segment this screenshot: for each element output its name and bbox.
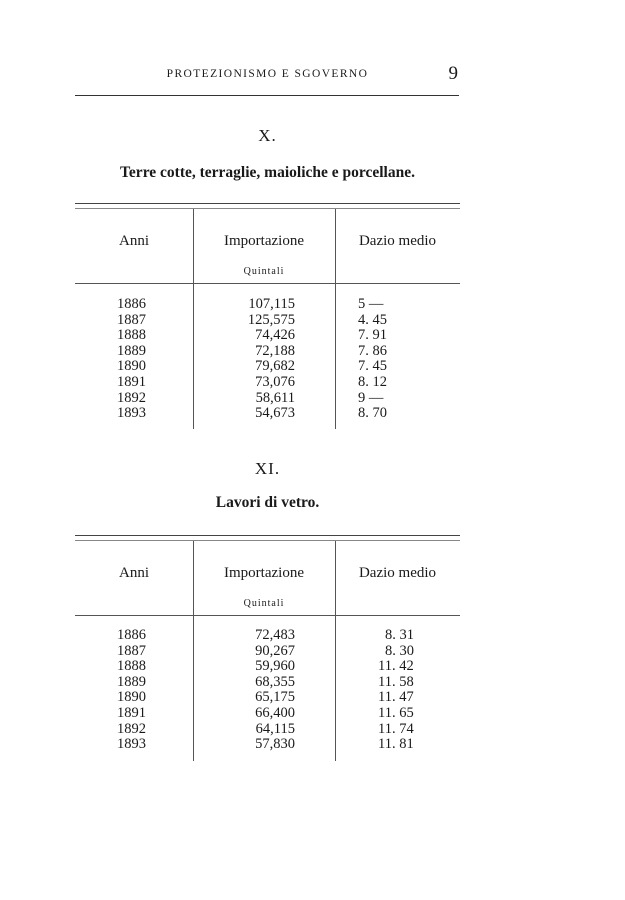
table-row: 1888 74,426 7. 91 [117, 327, 387, 344]
table-row: 1893 57,830 11. 81 [117, 736, 414, 753]
column-unit-quintali: Quintali [243, 266, 285, 277]
column-header-year: Anni [119, 565, 149, 581]
header-divider-rule [75, 283, 460, 284]
page-number: 9 [448, 63, 458, 84]
section-numeral-xi: XI. [254, 459, 281, 478]
column-unit-quintali: Quintali [243, 598, 285, 609]
column-header-import: Importazione [224, 233, 304, 249]
table-x-rows [75, 297, 460, 422]
table-row: 1887 90,267 8. 30 [117, 642, 414, 659]
section-title-x: Terre cotte, terraglie, maioliche e porcellane. [120, 164, 415, 181]
table-top-rule [75, 535, 460, 536]
table-top-rule-thin [75, 540, 460, 541]
table-row: 1893 54,673 8. 70 [117, 405, 387, 422]
table-row: 1889 68,355 11. 58 [117, 673, 414, 690]
table-row: 1892 64,115 11. 74 [117, 720, 414, 737]
header-rule [75, 95, 459, 96]
table-row: 1888 59,960 11. 42 [117, 658, 414, 675]
table-row: 1887 125,575 4. 45 [117, 311, 387, 328]
table-top-rule-thin [75, 208, 460, 209]
table-row: 1891 66,400 11. 65 [117, 704, 414, 721]
table-row: 1892 58,611 9 — [117, 389, 384, 406]
column-header-duty: Dazio medio [358, 233, 437, 249]
running-head [75, 63, 460, 86]
table-row: 1886 72,483 8. 31 [117, 627, 414, 643]
column-header-import: Importazione [224, 565, 304, 581]
table-xi-rows [75, 628, 460, 753]
header-divider-rule [75, 615, 460, 616]
table-top-rule [75, 203, 460, 204]
section-numeral-x: X. [258, 126, 277, 145]
running-title: PROTEZIONISMO E SGOVERNO [166, 68, 369, 80]
table-xi [75, 535, 460, 761]
table-row: 1891 73,076 8. 12 [117, 373, 387, 390]
column-header-duty: Dazio medio [358, 565, 437, 581]
table-x [75, 203, 460, 429]
table-row: 1889 72,188 7. 86 [117, 342, 387, 359]
table-row: 1886 107,115 5 — [117, 296, 384, 312]
section-title-xi: Lavori di vetro. [215, 494, 320, 511]
table-row: 1890 79,682 7. 45 [117, 358, 387, 375]
column-header-year: Anni [119, 233, 149, 249]
table-row: 1890 65,175 11. 47 [117, 689, 414, 706]
